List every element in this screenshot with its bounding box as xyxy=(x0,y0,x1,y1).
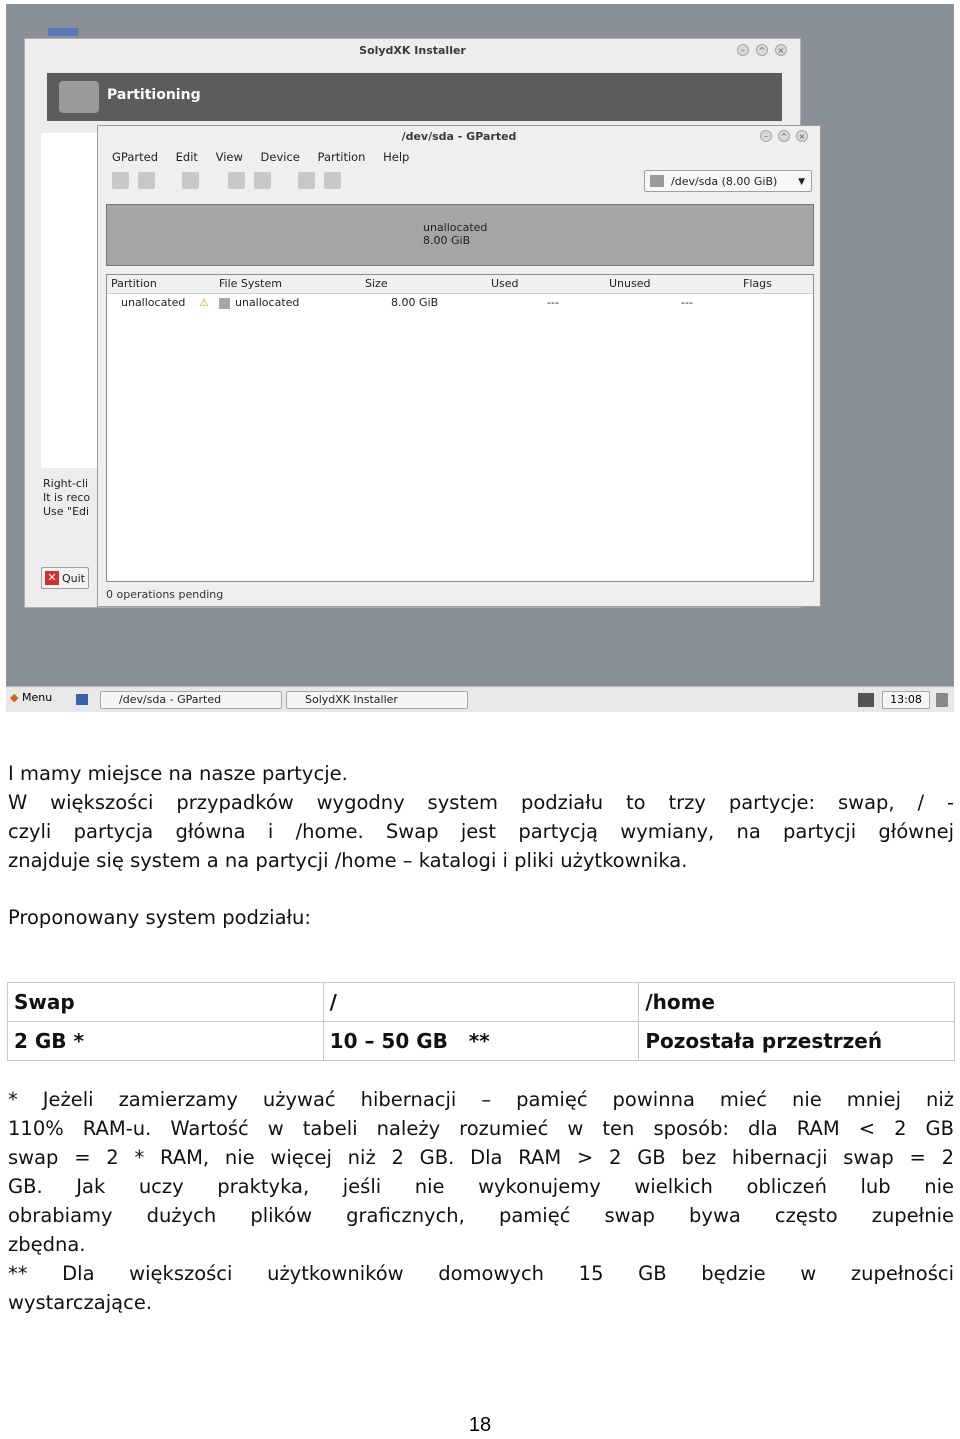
cell-used: --- xyxy=(547,296,559,309)
value-home: Pozostała przestrzeń xyxy=(639,1022,955,1061)
note-line: wystarczające. xyxy=(8,1291,153,1314)
value-swap: 2 GB * xyxy=(8,1022,324,1061)
installer-header xyxy=(47,73,782,121)
installer-minimize-icon[interactable]: – xyxy=(737,44,749,56)
disk-graph-size: 8.00 GiB xyxy=(423,234,471,247)
drive-icon xyxy=(650,175,664,187)
gparted-menubar xyxy=(112,150,423,164)
note-line: swap = 2 * RAM, nie więcej niż 2 GB. Dla RAM > 2 GB bez hibernacji swap = 2 xyxy=(8,1146,954,1169)
taskbar xyxy=(6,686,954,712)
note-line: * Jeżeli zamierzamy używać hibernacji – pamięć powinna mieć nie mniej niż xyxy=(8,1088,954,1111)
side-line: Right-cli xyxy=(43,477,89,490)
paste-icon[interactable] xyxy=(254,172,271,189)
table-row xyxy=(8,1022,955,1061)
start-menu-label: Menu xyxy=(21,691,53,704)
header-swap: Swap xyxy=(8,983,324,1022)
apply-icon[interactable] xyxy=(324,172,341,189)
header-root: / xyxy=(323,983,639,1022)
side-line: Use "Edi xyxy=(43,505,90,518)
intro-line: I mamy miejsce na nasze partycje. xyxy=(8,762,348,785)
cell-unused: --- xyxy=(681,296,693,309)
installer-close-icon[interactable]: × xyxy=(775,44,787,56)
menu-gparted[interactable]: GParted xyxy=(112,150,158,164)
volume-icon[interactable] xyxy=(936,693,948,707)
para-line: czyli partycja główna i /home. Swap jest partycją wymiany, na partycji głównej xyxy=(8,820,954,843)
table-row[interactable] xyxy=(107,294,813,312)
installer-header-title: Partitioning xyxy=(107,87,201,103)
menu-icon: ◆ xyxy=(10,691,19,704)
delete-icon[interactable] xyxy=(138,172,155,189)
task-gparted[interactable]: /dev/sda - GParted xyxy=(100,691,282,709)
note-line: 110% RAM-u. Wartość w tabeli należy rozumieć w ten sposób: dla RAM < 2 GB xyxy=(8,1117,954,1140)
column-header[interactable]: Partition xyxy=(111,277,157,290)
note-line: zbędna. xyxy=(8,1233,86,1256)
cell-size: 8.00 GiB xyxy=(391,296,439,309)
menu-partition[interactable]: Partition xyxy=(317,150,366,164)
installer-maximize-icon[interactable]: ^ xyxy=(756,44,768,56)
quit-icon: ✕ xyxy=(45,571,59,585)
para-line: znajduje się system a na partycji /home – katalogi i pliki użytkownika. xyxy=(8,849,688,872)
note-line: GB. Jak uczy praktyka, jeśli nie wykonujemy wielkich obliczeń lub nie xyxy=(8,1175,954,1198)
resize-icon[interactable] xyxy=(182,172,199,189)
gparted-close-icon[interactable]: × xyxy=(796,130,808,142)
copy-icon[interactable] xyxy=(228,172,245,189)
menu-help[interactable]: Help xyxy=(383,150,410,164)
disk-graph-label xyxy=(423,221,487,247)
disk-icon xyxy=(59,81,99,113)
start-menu[interactable] xyxy=(10,691,52,704)
installer-side-panel xyxy=(41,133,103,468)
undo-icon[interactable] xyxy=(298,172,315,189)
note-line: obrabiamy dużych plików graficznych, pamięć swap bywa często zupełnie xyxy=(8,1204,954,1227)
note-line: ** Dla większości użytkowników domowych 15 GB będzie w zupełności xyxy=(8,1262,954,1285)
header-home: /home xyxy=(639,983,955,1022)
gparted-window xyxy=(97,125,821,607)
menu-edit[interactable]: Edit xyxy=(175,150,198,164)
column-header[interactable]: Unused xyxy=(609,277,651,290)
filesystem-color-icon xyxy=(219,298,230,309)
quit-button[interactable] xyxy=(41,567,89,589)
device-selector[interactable] xyxy=(644,170,812,192)
column-header[interactable]: Flags xyxy=(743,277,772,290)
installer-side-text xyxy=(43,477,90,519)
cell-filesystem: unallocated xyxy=(235,296,300,309)
table-row xyxy=(8,983,955,1022)
installer-window xyxy=(24,38,806,608)
page-number: 18 xyxy=(468,1414,492,1436)
value-root: 10 – 50 GB ** xyxy=(323,1022,639,1061)
gparted-maximize-icon[interactable]: ^ xyxy=(778,130,790,142)
network-icon[interactable] xyxy=(858,693,874,707)
disk-graph[interactable] xyxy=(106,204,814,266)
para-line: W większości przypadków wygodny system podziału to trzy partycje: swap, / - xyxy=(8,791,954,814)
installer-title: SolydXK Installer xyxy=(359,44,466,57)
column-header[interactable]: Size xyxy=(365,277,388,290)
gparted-minimize-icon[interactable]: – xyxy=(760,130,772,142)
menu-device[interactable]: Device xyxy=(260,150,300,164)
partition-table xyxy=(106,274,814,582)
warning-icon: ⚠ xyxy=(199,296,209,309)
proposal-heading: Proponowany system podziału: xyxy=(8,906,311,929)
column-header[interactable]: Used xyxy=(491,277,519,290)
show-desktop-icon[interactable] xyxy=(76,694,88,705)
partition-proposal-table xyxy=(7,982,955,1061)
device-selector-label: /dev/sda (8.00 GiB) xyxy=(671,175,778,188)
status-bar: 0 operations pending xyxy=(106,588,224,601)
desktop-icon[interactable] xyxy=(48,28,78,36)
screenshot xyxy=(6,4,954,712)
clock[interactable]: 13:08 xyxy=(882,691,930,709)
side-line: It is reco xyxy=(43,491,91,504)
new-partition-icon[interactable] xyxy=(112,172,129,189)
disk-graph-name: unallocated xyxy=(423,221,488,234)
gparted-title: /dev/sda - GParted xyxy=(401,130,517,143)
quit-label: Quit xyxy=(62,572,85,585)
cell-partition: unallocated xyxy=(121,296,186,309)
table-header xyxy=(107,275,813,294)
menu-view[interactable]: View xyxy=(215,150,243,164)
column-header[interactable]: File System xyxy=(219,277,282,290)
chevron-down-icon: ▼ xyxy=(798,177,805,187)
task-installer[interactable]: SolydXK Installer xyxy=(286,691,468,709)
